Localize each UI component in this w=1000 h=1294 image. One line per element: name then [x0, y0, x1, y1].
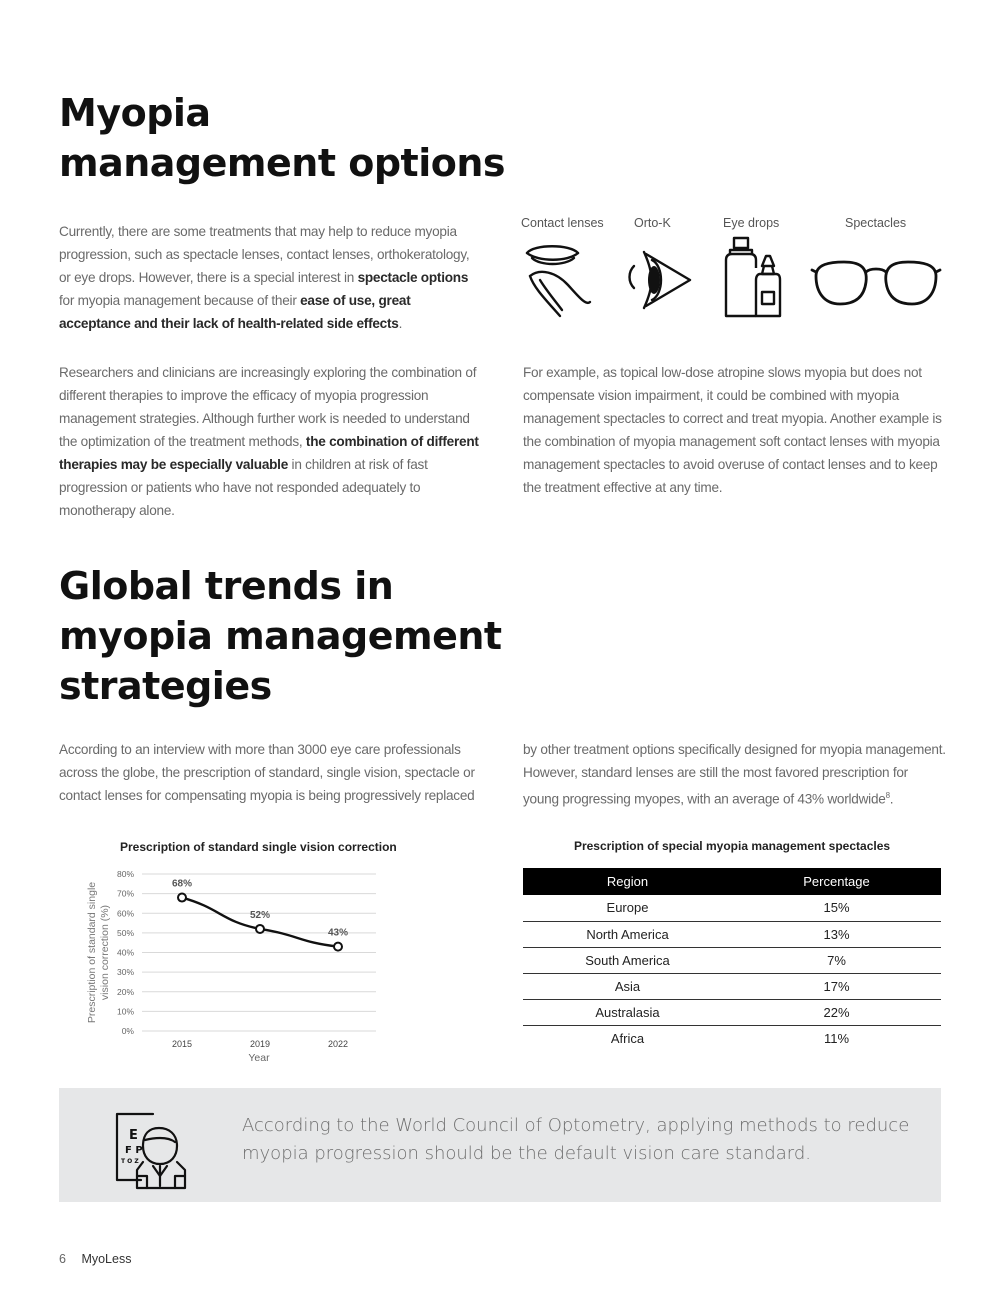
- table-row: [523, 1025, 941, 1051]
- column-header-percentage: Percentage: [732, 868, 941, 895]
- y-tick-label: 60%: [116, 908, 134, 919]
- intro-paragraph: Currently, there are some treatments that may help to reduce myopia progression, such as spectacle lenses, contact lenses, orthokeratology, or eye drops. However, there is a special interest in spectacle options for myopia management because of their ease of use, great acceptance and their lack of health-related side effects.: [59, 224, 470, 331]
- percentage-cell: 7%: [732, 947, 941, 973]
- region-cell: Europe: [523, 895, 732, 921]
- data-label: 68%: [171, 878, 193, 890]
- region-cell: Asia: [523, 973, 732, 999]
- data-point: [256, 925, 264, 933]
- label-orto-k: Orto-K: [634, 216, 671, 230]
- title-line: strategies: [59, 664, 272, 708]
- callout-box: [59, 1088, 941, 1202]
- data-point: [334, 943, 342, 951]
- brand-name: MyoLess: [81, 1252, 132, 1266]
- eye-chart-letter-row: T O Z: [121, 1158, 139, 1165]
- region-cell: Africa: [610, 1030, 645, 1046]
- region-cell: Australasia: [523, 999, 732, 1025]
- y-tick-label: 0%: [121, 1026, 134, 1036]
- eye-chart-letter-row: E: [129, 1128, 138, 1143]
- percentage-cell: 17%: [732, 973, 941, 999]
- section-title-myopia-management: [59, 88, 505, 188]
- table-title: Prescription of special myopia management spectacles: [573, 839, 891, 853]
- y-tick-label: 80%: [116, 869, 134, 879]
- line-chart-title: Prescription of standard single vision correction: [120, 840, 397, 854]
- y-tick-label: 50%: [116, 927, 134, 938]
- x-tick-label: 2022: [327, 1039, 349, 1049]
- column-header-region: Region: [523, 868, 732, 895]
- percentage-cell: 11%: [823, 1030, 850, 1046]
- label-spectacles: Spectacles: [845, 216, 907, 230]
- data-label: 43%: [327, 927, 349, 939]
- page-number: 6: [59, 1252, 66, 1266]
- eye-drops-icon: [722, 236, 786, 320]
- title-line: myopia management: [59, 614, 502, 658]
- optometrist-icon: [113, 1110, 193, 1190]
- y-axis-label: Prescription of standard single: [86, 881, 98, 1024]
- x-axis-label: Year: [248, 1052, 270, 1064]
- prescription-table: [523, 868, 941, 1051]
- region-cell: North America: [523, 921, 732, 947]
- percentage-cell: 22%: [732, 999, 941, 1025]
- section-title-global-trends: [59, 561, 502, 711]
- y-tick-label: 20%: [116, 986, 134, 997]
- trends-right-paragraph: by other treatment options specifically designed for myopia management. However, standard lenses are still the most favored prescription for young progressing myopes, with an average of 43% worldwide$^8$.: [523, 742, 946, 807]
- example-paragraph: For example, as topical low-dose atropine slows myopia but does not compensate vision impairment, it could be combined with myopia management spectacles to correct and treat myopia. Another example is the combination of myopia management soft contact lenses with myopia management spectacles to avoid overuse of contact lenses and to keep the treatment effective at any time.: [523, 365, 942, 495]
- table-row: [523, 999, 941, 1025]
- label-contact-lenses: Contact lenses: [521, 216, 604, 230]
- percentage-cell: 13%: [732, 921, 941, 947]
- eye-icon: [624, 244, 694, 316]
- title-line: management options: [59, 141, 505, 185]
- table-row: [523, 947, 941, 973]
- spectacles-icon: [810, 258, 942, 308]
- table-row: [523, 973, 941, 999]
- research-paragraph: Researchers and clinicians are increasingly exploring the combination of different therapies to improve the efficacy of myopia progression management strategies. Although further work is needed to understand the optimization of the treatment methods, the combination of different therapies may be especially valuable in children at risk of fast progression or patients who have not responded adequately to monotherapy alone.: [59, 365, 479, 518]
- y-tick-label: 70%: [116, 888, 134, 899]
- table-row: [523, 921, 941, 947]
- title-line: Global trends in: [59, 564, 394, 608]
- page-footer: [59, 1252, 131, 1266]
- table-row: [523, 895, 941, 921]
- region-cell: South America: [523, 947, 732, 973]
- data-point: [178, 894, 186, 902]
- x-tick-label: 2019: [249, 1039, 271, 1049]
- data-label: 52%: [249, 909, 271, 921]
- y-axis-label: vision correction (%): [99, 904, 111, 1001]
- callout-text: According to the World Council of Optometry, applying methods to reduce myopia progression should be the default vision care standard.: [242, 1115, 910, 1164]
- y-tick-label: 30%: [116, 967, 134, 978]
- contact-lens-icon: [520, 240, 600, 322]
- y-tick-label: 10%: [116, 1006, 134, 1017]
- table-header-row: [523, 868, 941, 895]
- percentage-cell: 15%: [732, 895, 941, 921]
- y-tick-label: 40%: [116, 947, 134, 958]
- eye-chart-letter-row: F P: [125, 1145, 143, 1156]
- title-line: Myopia: [59, 91, 211, 135]
- trends-left-paragraph: According to an interview with more than 3000 eye care professionals across the globe, the prescription of standard, single vision, spectacle or contact lenses for compensating myopia is being progressively replaced: [59, 742, 475, 803]
- x-tick-label: 2015: [171, 1039, 193, 1049]
- series-line: [182, 898, 338, 947]
- line-chart: [80, 862, 400, 1072]
- label-eye-drops: Eye drops: [723, 216, 780, 230]
